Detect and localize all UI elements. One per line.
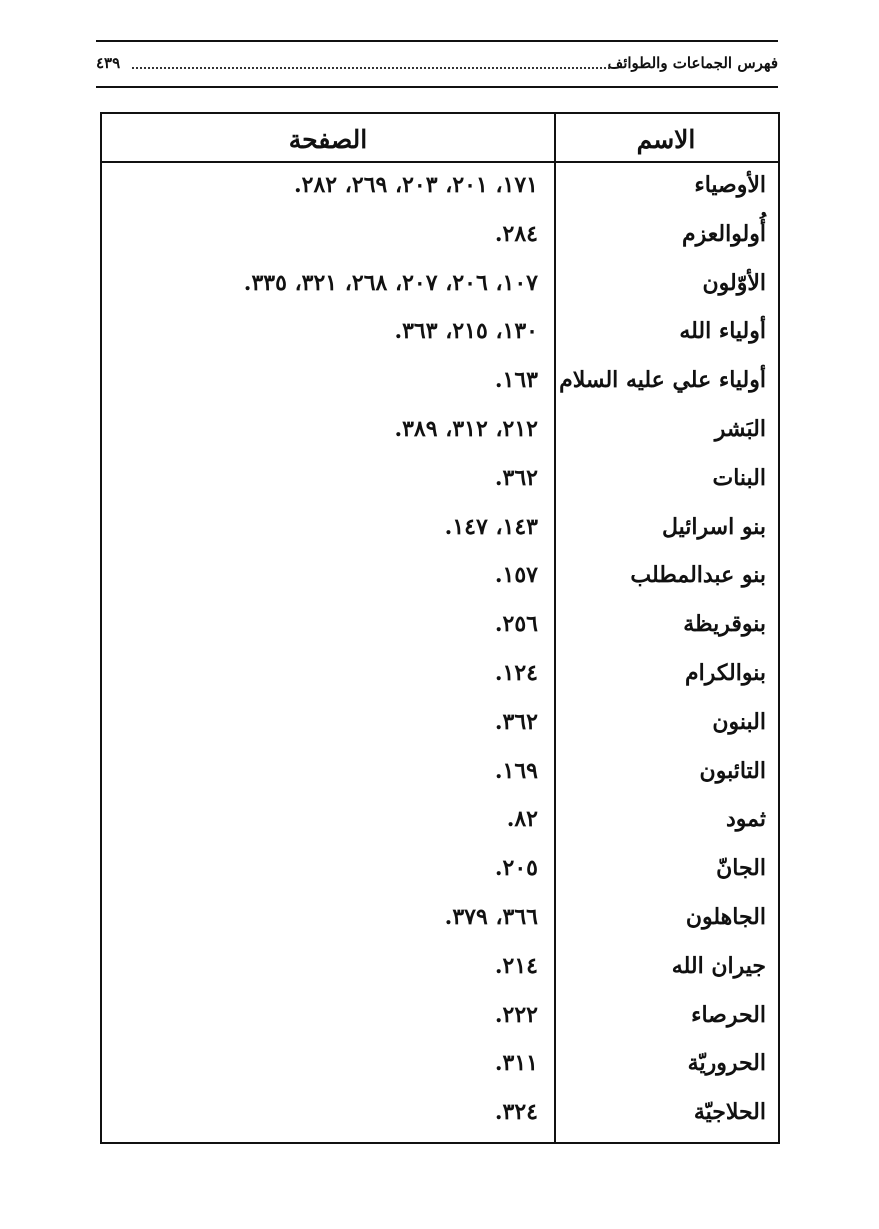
table-row — [102, 947, 778, 996]
table-row — [102, 1093, 778, 1142]
entry-name: جيران الله — [671, 952, 766, 979]
table-row — [102, 654, 778, 703]
table-row — [102, 312, 778, 361]
page-number: ٤٣٩ — [96, 54, 121, 72]
entry-name: الأوصياء — [694, 172, 766, 198]
entry-name: ثمود — [725, 806, 766, 833]
entry-pages: ٢١٢، ٣١٢، ٣٨٩. — [394, 415, 538, 442]
column-header-pages: الصفحة — [288, 125, 368, 154]
table-body — [102, 166, 778, 1142]
entry-name: التائبون — [699, 757, 766, 784]
entry-name: أولياء الله — [679, 318, 766, 345]
entry-pages: ١٦٩. — [494, 757, 538, 784]
entry-pages: ٢٥٦. — [494, 611, 538, 638]
entry-name: بنوقريظة — [683, 611, 766, 638]
table-row — [102, 215, 778, 264]
entry-pages: ٢٢٢. — [494, 1001, 538, 1028]
leader-dots — [132, 67, 610, 69]
table-row — [102, 1044, 778, 1093]
entry-name: أولياء علي عليه السلام — [559, 367, 766, 394]
entry-name: الحرصاء — [691, 1001, 766, 1028]
entry-pages: ٢١٤. — [494, 952, 538, 979]
entry-name: الحروريّة — [687, 1050, 766, 1077]
table-row — [102, 752, 778, 801]
entry-pages: ٣٢٤. — [494, 1099, 538, 1126]
entry-pages: ١٠٧، ٢٠٦، ٢٠٧، ٢٦٨، ٣٢١، ٣٣٥. — [243, 269, 538, 296]
header-rule — [102, 161, 778, 163]
entry-pages: ١٢٤. — [494, 659, 538, 686]
entry-name: الأوّلون — [702, 269, 766, 296]
entry-pages: ٣٦٢. — [494, 464, 538, 491]
entry-name: الجانّ — [716, 855, 766, 882]
entry-name: بنو اسرائيل — [661, 513, 766, 540]
entry-name: البنات — [712, 464, 766, 491]
entry-pages: ٢٨٤. — [494, 220, 538, 247]
table-row — [102, 556, 778, 605]
entry-pages: ١٦٣. — [494, 367, 538, 394]
entry-name: الحلاجيّة — [693, 1099, 766, 1126]
column-header-name: الاسم — [636, 125, 696, 154]
table-row — [102, 166, 778, 215]
table-row — [102, 459, 778, 508]
entry-pages: ١٤٣، ١٤٧. — [444, 513, 538, 540]
entry-pages: ١٧١، ٢٠١، ٢٠٣، ٢٦٩، ٢٨٢. — [294, 172, 538, 198]
table-row — [102, 264, 778, 313]
table-row — [102, 703, 778, 752]
entry-pages: ١٥٧. — [494, 562, 538, 589]
running-head — [96, 40, 778, 88]
table-row — [102, 361, 778, 410]
table-row — [102, 849, 778, 898]
entry-name: أُولوالعزم — [682, 220, 766, 247]
table-row — [102, 605, 778, 654]
entry-pages: ١٣٠، ٢١٥، ٣٦٣. — [394, 318, 538, 345]
entry-pages: ٢٠٥. — [494, 855, 538, 882]
entry-name: بنو عبدالمطلب — [630, 562, 766, 589]
table-row — [102, 508, 778, 557]
entry-pages: ٣٦٢. — [494, 708, 538, 735]
index-table — [100, 112, 780, 1144]
entry-pages: ٣١١. — [494, 1050, 538, 1077]
entry-name: الجاهلون — [685, 903, 766, 930]
entry-name: البَشر — [714, 415, 766, 442]
entry-name: بنوالكرام — [685, 659, 766, 686]
table-row — [102, 800, 778, 849]
entry-pages: ٨٢. — [506, 806, 538, 833]
table-row — [102, 410, 778, 459]
table-row — [102, 996, 778, 1045]
entry-pages: ٣٦٦، ٣٧٩. — [444, 903, 538, 930]
entry-name: البنون — [712, 708, 766, 735]
table-row — [102, 898, 778, 947]
running-head-title: فهرس الجماعات والطوائف — [607, 54, 778, 72]
